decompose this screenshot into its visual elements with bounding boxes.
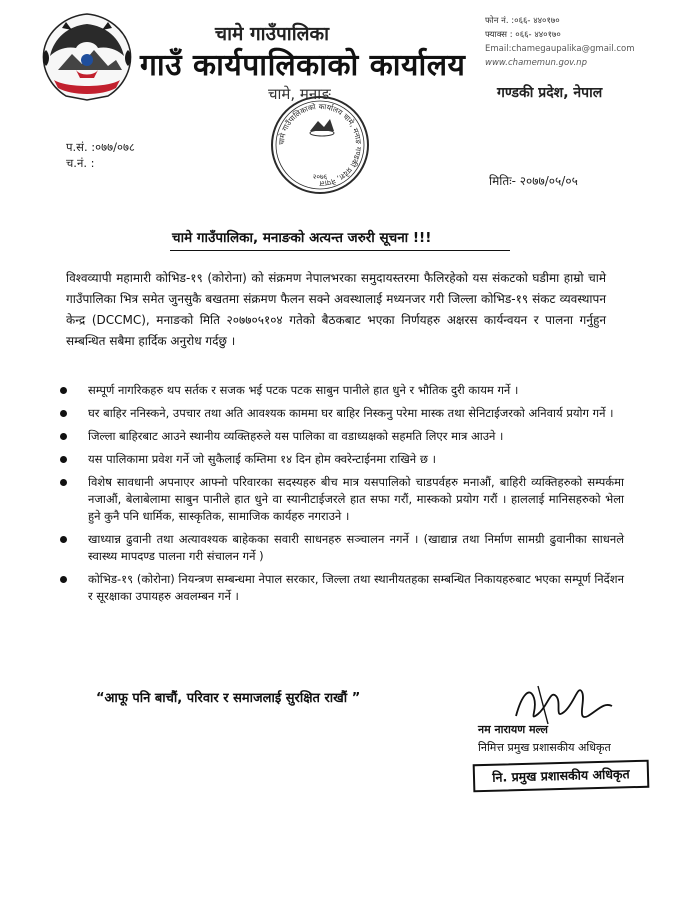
list-item: विशेष सावधानी अपनाएर आफ्नो परिवारका सदस्यहरु बीच मात्र यसपालिको चाडपर्वहरु मनाऔं, बाहिरी व्यक्तिहरुको सम्पर्कमा नजाऔं, बेलाबेलामा साबुन पानीले हात धुने वा स्यानीटाईजरले हात सफा गरौं, मास्कको प्रयोग गरौं । हाललाई मानिसहरुको भेला हुने कुनै पनि धार्मिक, सास्कृतिक, सामाजिक कार्यहरु नगराउने ।: [58, 474, 624, 525]
government-emblem-icon: [36, 10, 138, 104]
office-location: चामे, मनाङ: [268, 85, 331, 103]
bullet-icon: [60, 536, 67, 543]
bullet-icon: [60, 387, 67, 394]
list-item: जिल्ला बाहिरबाट आउने स्थानीय व्यक्तिहरुले यस पालिका वा वडाध्यक्षको सहमति लिएर मात्र आउने ।: [58, 428, 624, 445]
letter-date: मितिः- २०७७/०५/०५: [489, 174, 578, 188]
municipality-name: चामे गाउँपालिका: [215, 23, 330, 45]
letter-number: प.सं. :०७७/०७८: [66, 140, 135, 154]
phone-number: फोन नं. :०६६- ४४०१७०: [485, 16, 560, 26]
intro-paragraph: विश्वव्यापी महामारी कोभिड-१९ (कोरोना) को संक्रमण नेपालभरका समुदायस्तरमा फैलिरहेको यस संकटको घडीमा हाम्रो चामे गाउँपालिका भित्र समेत जुनसुकै बखतमा संक्रमण फैलन सक्ने अवस्थालाई मध्यनजर गरी जिल्ला कोभिड-१९ संकट व्यवस्थापन केन्द्र (DCCMC), मनाङको मिति २०७७०५१०४ गतेको बैठकबाट भएका निर्णयहरु अक्षरस कार्यन्वयन र पालना गर्नुहुन सम्बन्धित सबैमा हार्दिक अनुरोध गर्दछु ।: [66, 271, 606, 348]
office-title: गाउँ कार्यपालिकाको कार्यालय: [140, 48, 466, 83]
signatory-name: नम नारायण मल्ल: [478, 723, 548, 736]
signatory-title: निमित्त प्रमुख प्रशासकीय अधिकृत: [478, 741, 611, 754]
subject-underline: [170, 250, 510, 251]
designation-seal: नि. प्रमुख प्रशासकीय अधिकृत: [473, 760, 650, 793]
stamp-year: २०७६: [312, 173, 328, 181]
list-item: खाध्यान्न ढुवानी तथा अत्यावश्यक बाहेकका सवारी साधनहरु सञ्चालन नगर्ने । (खाद्यान्न तथा निर्माण सामग्री ढुवानीका साधनले स्वास्थ्य मापदण्ड पालना गरी संचालन गर्ने ): [58, 531, 624, 565]
website-address: www.chamemun.gov.np: [485, 58, 587, 68]
contact-block: [485, 14, 635, 70]
slogan: “आफू पनि बाचौं, परिवार र समाजलाई सुरक्षित राखौं ”: [96, 691, 361, 706]
notice-subject: चामे गाउँपालिका, मनाङको अत्यन्त जरुरी सूचना !!!: [172, 230, 432, 246]
bullet-icon: [60, 576, 67, 583]
bullet-icon: [60, 456, 67, 463]
list-item: सम्पूर्ण नागरिकहरु थप सर्तक र सजक भई पटक पटक साबुन पानीले हात धुने र भौतिक दुरी कायम गर्ने ।: [58, 382, 624, 399]
list-item: कोभिड-१९ (कोरोना) नियन्त्रण सम्बन्धमा नेपाल सरकार, जिल्ला तथा स्थानीयतहका सम्बन्धित निकायहरुबाट भएका सम्पूर्ण निर्देशन र सूरक्षाका उपायहरु अवलम्बन गर्ने ।: [58, 571, 624, 605]
email-address: Email:chamegaupalika@gmail.com: [485, 44, 635, 54]
list-item: घर बाहिर ननिस्कने, उपचार तथा अति आवश्यक काममा घर बाहिर निस्कनु परेमा मास्क तथा सेनिटाईजरको अनिवार्य प्रयोग गर्ने ।: [58, 405, 624, 422]
office-round-stamp-icon: [268, 93, 372, 197]
bullet-icon: [60, 410, 67, 417]
stamp-text: चामे गाउँपालिकाको कार्यालय चामे, मनाङ गण्डकी प्रदेश, नेपाल: [276, 101, 364, 189]
dispatch-number: च.नं. :: [66, 156, 95, 170]
bullet-icon: [60, 479, 67, 486]
bullet-icon: [60, 433, 67, 440]
province-name: गण्डकी प्रदेश, नेपाल: [497, 85, 603, 101]
list-item: यस पालिकामा प्रवेश गर्ने जो सुकैलाई कम्तिमा १४ दिन होम क्वरेन्टाईनमा राखिने छ ।: [58, 451, 624, 468]
directive-list: [58, 382, 624, 611]
fax-number: फ्याक्स : ०६६- ४४०१७०: [485, 30, 561, 40]
